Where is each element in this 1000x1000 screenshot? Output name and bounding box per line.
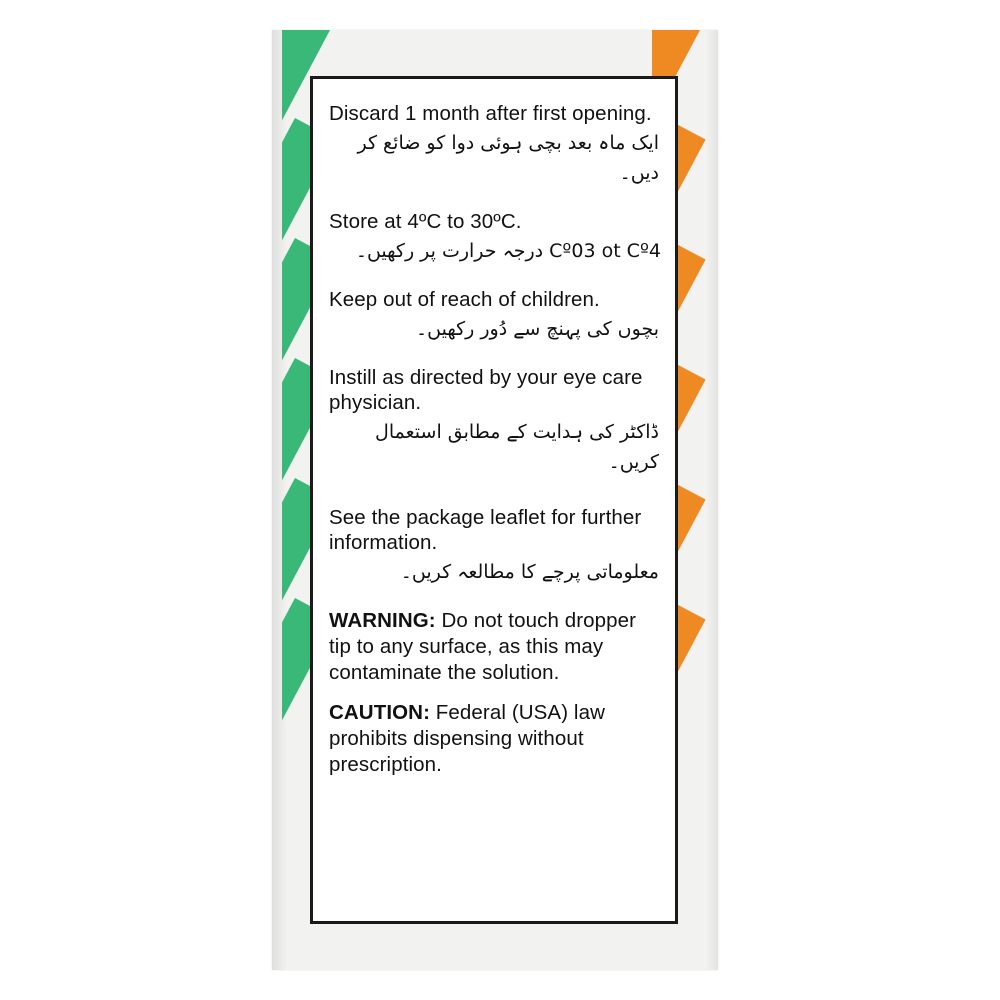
instruction-discard-english: Discard 1 month after first opening.	[329, 102, 652, 125]
medicine-carton	[272, 30, 718, 970]
warning-label: WARNING:	[329, 609, 436, 632]
instruction-leaflet-urdu: معلوماتی پرچے کا مطالعہ کریں۔	[400, 561, 659, 583]
instruction-children-urdu: بچوں کی پہنچ سے دُور رکھیں۔	[416, 318, 659, 340]
caution-text: Federal (USA) law prohibits dispensing without prescription.	[329, 701, 605, 776]
spacer	[329, 481, 661, 505]
instruction-children	[329, 287, 661, 344]
spacer	[329, 591, 661, 608]
warning-statement	[329, 608, 661, 686]
instruction-storage-urdu: 4ºC to 30ºC درجہ حرارت پر رکھیں۔	[355, 240, 661, 262]
instruction-storage	[329, 209, 661, 266]
instruction-instill-urdu: ڈاکٹر کی ہدایت کے مطابق استعمال کریں۔	[375, 421, 659, 473]
instruction-instill-english: Instill as directed by your eye care physician.	[329, 366, 643, 414]
spacer	[329, 192, 661, 209]
spacer	[329, 270, 661, 287]
instructions-panel	[310, 76, 678, 924]
warning-text: Do not touch dropper tip to any surface, as this may contaminate the solution.	[329, 609, 637, 684]
caution-statement	[329, 700, 661, 778]
spacer	[329, 348, 661, 365]
spacer	[329, 690, 661, 700]
instruction-children-english: Keep out of reach of children.	[329, 288, 600, 311]
instruction-storage-english: Store at 4ºC to 30ºC.	[329, 210, 522, 233]
instruction-leaflet	[329, 505, 661, 587]
instruction-instill	[329, 365, 661, 477]
instruction-discard	[329, 101, 661, 188]
instruction-leaflet-english: See the package leaflet for further information.	[329, 506, 642, 554]
caution-label: CAUTION:	[329, 701, 431, 724]
instruction-discard-urdu: ایک ماہ بعد بچی ہوئی دوا کو ضائع کر دیں۔	[357, 132, 659, 184]
